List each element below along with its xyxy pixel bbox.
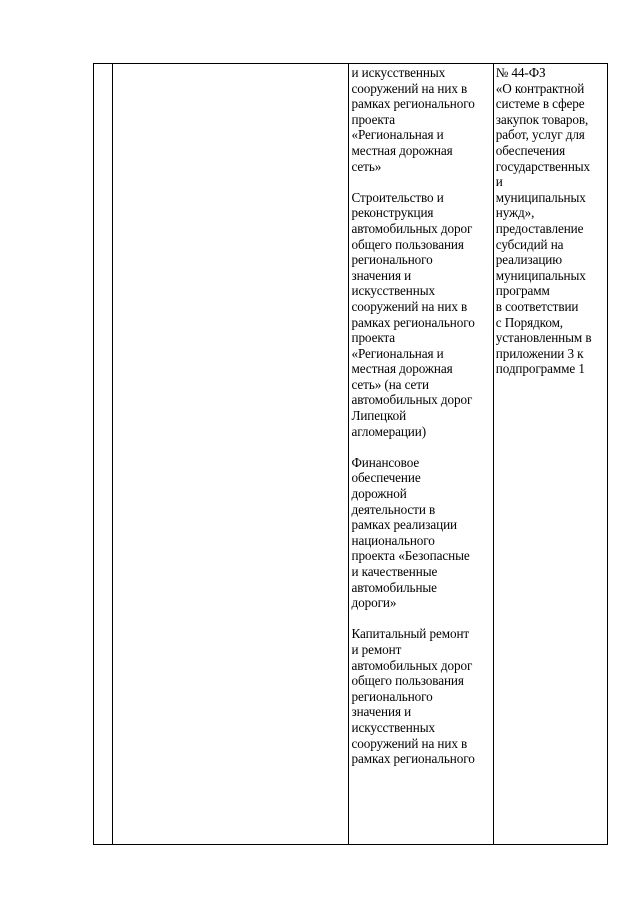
measures-text-line: общего пользования [351, 236, 464, 252]
measures-text-line [351, 611, 491, 627]
measures-text-line: рамках реализации [351, 517, 457, 533]
measures-text-line: автомобильные [351, 579, 437, 595]
measures-text-line: «Региональная и [351, 127, 444, 143]
measures-text-line: общего пользования [351, 673, 464, 689]
table-cell-name [113, 64, 349, 845]
mechanism-text-line: системе в сфере [495, 96, 585, 112]
mechanism-text-line: субсидий на [495, 236, 564, 252]
mechanism-text-line: предоставление [495, 220, 584, 236]
document-table [93, 63, 608, 845]
measures-text-line: агломерации) [351, 423, 427, 439]
measures-text-line: рамках регионального [351, 751, 475, 767]
measures-text-line: значения и [351, 267, 412, 283]
mechanism-text-line: муниципальных [495, 189, 586, 205]
measures-text-line: Липецкой [351, 408, 407, 424]
measures-text-line: деятельности в [351, 501, 436, 517]
measures-text-line: проекта [351, 330, 396, 346]
measures-text-line: «Региональная и [351, 345, 444, 361]
table-cell-mechanism [493, 64, 607, 845]
mechanism-text-line: приложении 3 к [495, 345, 584, 361]
mechanism-text-line: в соответствии [495, 298, 579, 314]
cell-mechanism-text [494, 64, 607, 377]
measures-text-line: искусственных [351, 283, 435, 299]
measures-text-line: местная дорожная [351, 361, 453, 377]
measures-text-line: сеть» (на сети [351, 376, 429, 392]
measures-text-line: и ремонт [351, 641, 402, 657]
measures-text-line: автомобильных дорог [351, 657, 473, 673]
mechanism-text-line: обеспечения [495, 142, 566, 158]
measures-text-line: искусственных [351, 719, 435, 735]
cell-measures-text [349, 64, 492, 767]
mechanism-text-line: № 44-ФЗ [495, 65, 546, 80]
mechanism-text-line: государственных [495, 158, 591, 174]
measures-text-line: автомобильных дорог [351, 220, 473, 236]
measures-text-line: Капитальный ремонт [351, 626, 470, 642]
measures-text-line: проекта «Безопасные [351, 548, 470, 564]
mechanism-text-line: подпрограмме 1 [495, 361, 585, 377]
mechanism-text-line: и [495, 174, 503, 190]
measures-text-line: дорожной [351, 486, 407, 502]
measures-text-line [351, 174, 491, 190]
mechanism-text-line: «О контрактной [495, 80, 585, 96]
measures-text-line: сооружений на них в [351, 80, 468, 96]
measures-text-line: обеспечение [351, 470, 421, 486]
mechanism-text-line: муниципальных [495, 267, 586, 283]
measures-text-line: и качественные [351, 564, 438, 579]
measures-text-line: реконструкция [351, 205, 434, 221]
mechanism-text-line: программ [495, 283, 550, 299]
mechanism-text-line: закупок товаров, [495, 111, 589, 127]
cell-number-text [94, 64, 112, 65]
measures-text-line: сооружений на них в [351, 735, 468, 751]
table-cell-measures [349, 64, 493, 845]
measures-text-line: рамках регионального [351, 96, 475, 112]
measures-text-line: рамках регионального [351, 314, 475, 330]
measures-text-line: сооружений на них в [351, 298, 468, 314]
mechanism-text-line: работ, услуг для [495, 127, 585, 143]
measures-text-line: национального [351, 532, 435, 548]
measures-text-line: значения и [351, 704, 412, 720]
measures-text-line: Финансовое [351, 454, 420, 470]
measures-text-line: регионального [351, 252, 433, 268]
measures-text-line: регионального [351, 688, 433, 704]
measures-text-line: дороги» [351, 595, 397, 611]
mechanism-text-line: реализацию [495, 252, 562, 268]
mechanism-text-line: нужд», [495, 205, 535, 221]
measures-text-line: проекта [351, 111, 396, 127]
mechanism-text-line: с Порядком, [495, 314, 564, 330]
measures-text-line: местная дорожная [351, 142, 453, 158]
mechanism-text-line: установленным в [495, 330, 592, 346]
measures-text-line [351, 439, 491, 455]
measures-text-line: и искусственных [351, 65, 446, 80]
table-row [94, 64, 608, 845]
table-cell-number [94, 64, 113, 845]
cell-name-text [113, 64, 348, 65]
measures-text-line: автомобильных дорог [351, 392, 473, 408]
measures-text-line: Строительство и [351, 189, 444, 205]
measures-text-line: сеть» [351, 158, 382, 174]
